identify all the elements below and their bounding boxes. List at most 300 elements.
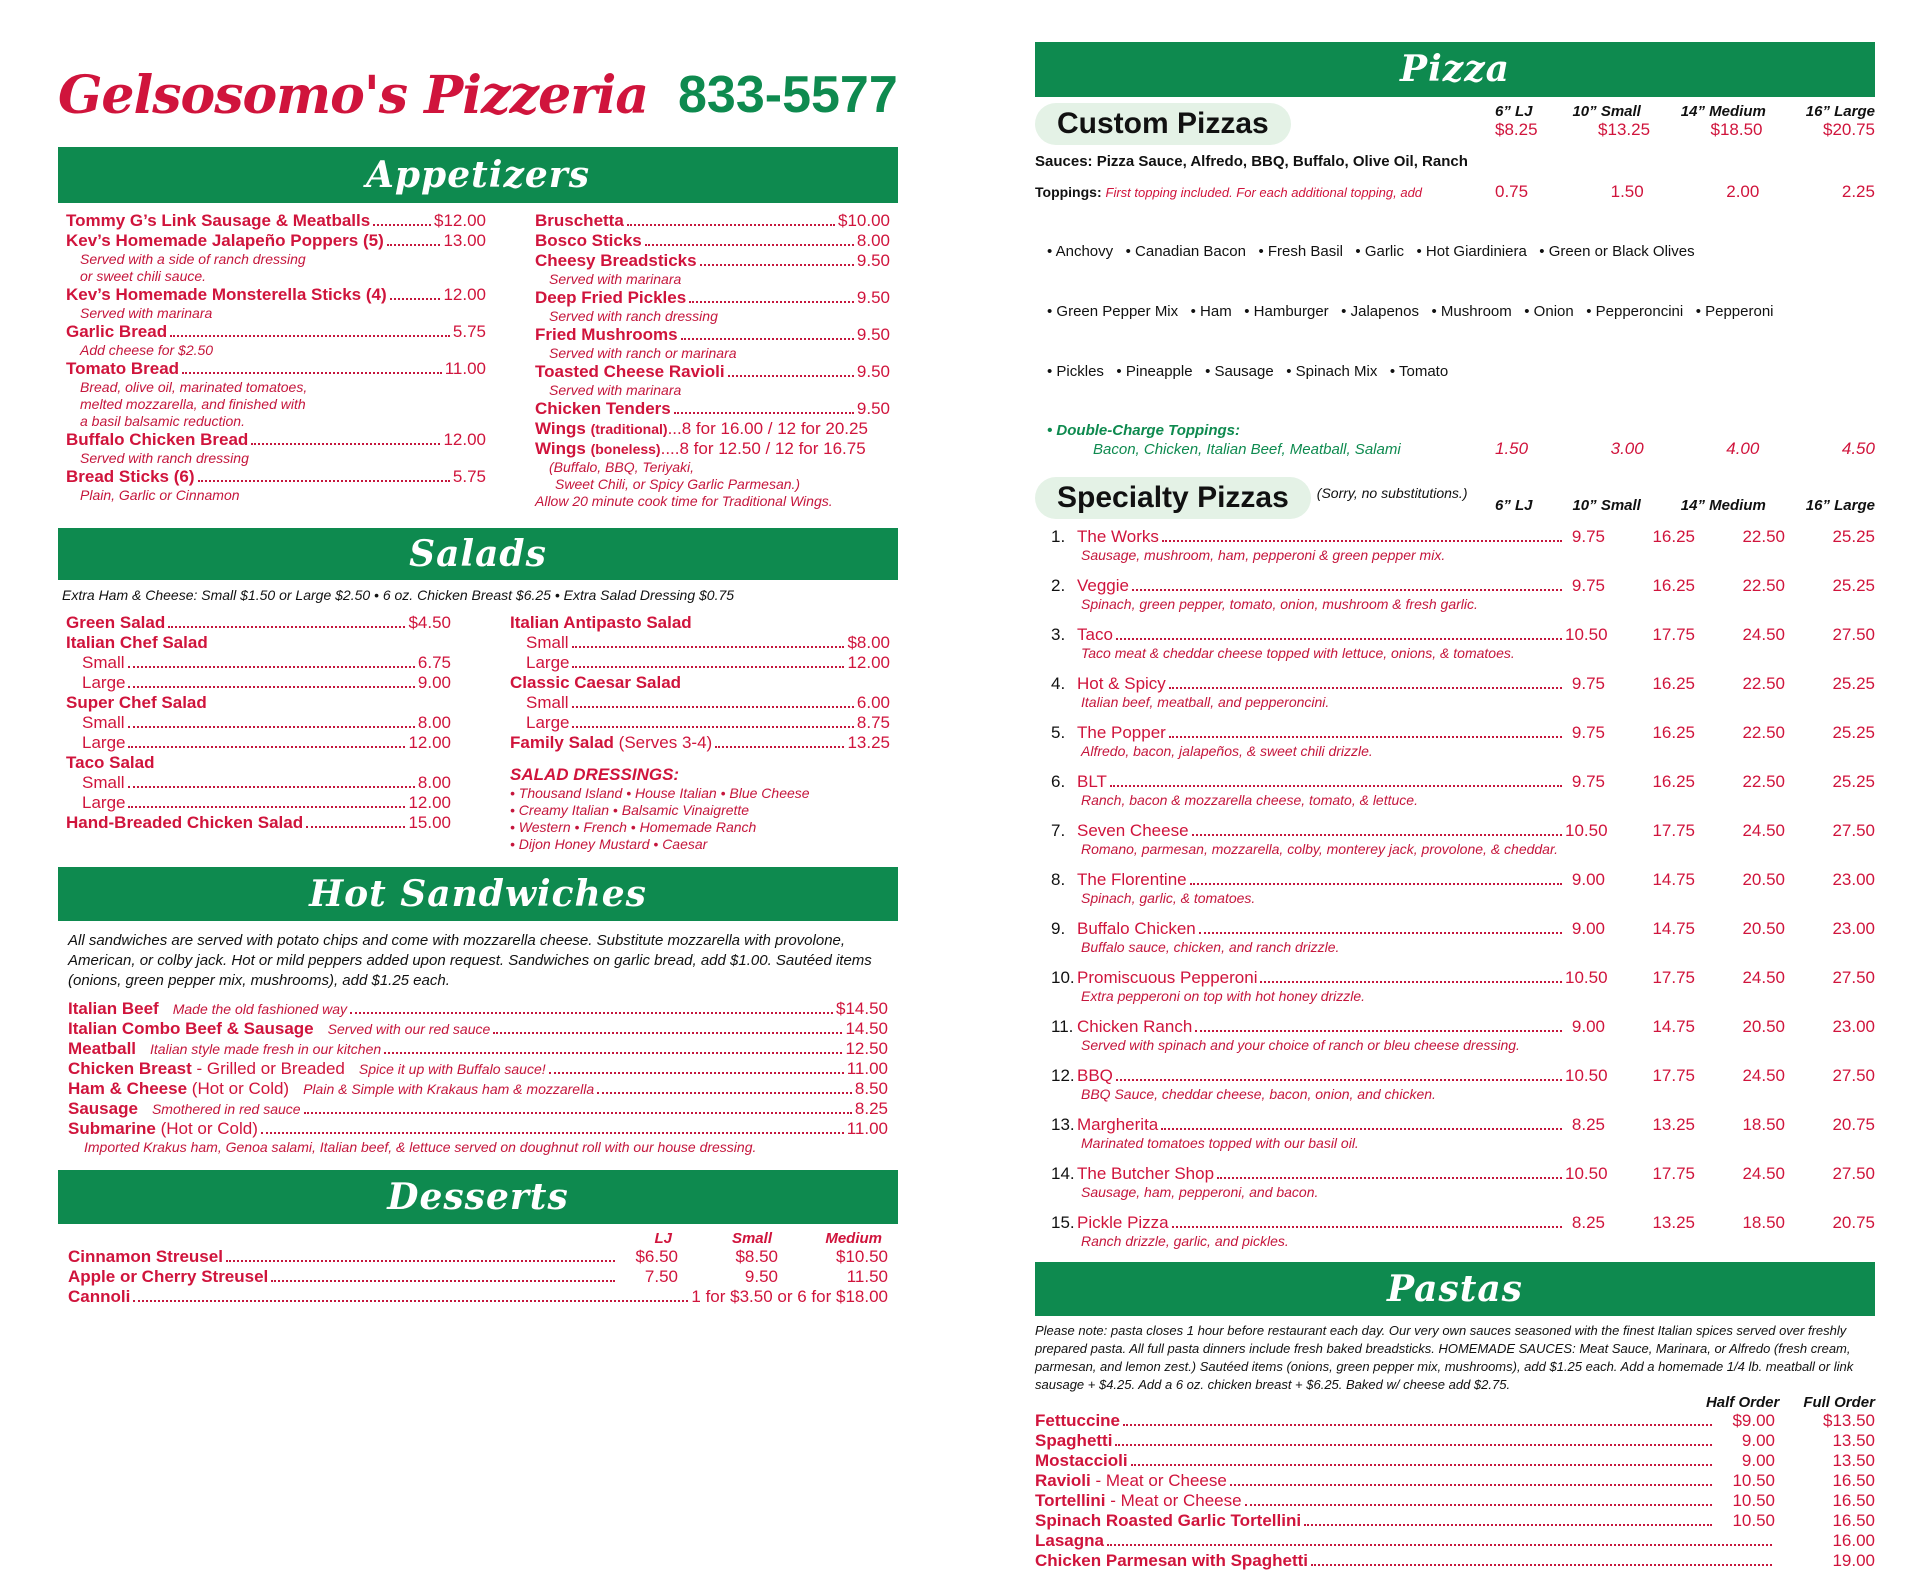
taco-large (66, 793, 451, 813)
pizza-price: 24.50 (1742, 821, 1785, 840)
pizza-price: 27.50 (1832, 1164, 1875, 1183)
item-price: 8.50 (854, 1079, 888, 1098)
specialty-pizza (1051, 821, 1875, 841)
pizza-number: 12. (1051, 1066, 1075, 1085)
item-price: 11.00 (846, 1119, 888, 1138)
pizza-price: 13.25 (1652, 1115, 1695, 1134)
antipasto-large (510, 653, 890, 673)
specialty-pizza (1051, 772, 1875, 792)
pizza-desc: BBQ Sauce, cheddar cheese, bacon, onion, and chicken. (1081, 1086, 1436, 1102)
pasta-note: Please note: pasta closes 1 hour before restaurant each day. Our very own sauces seasoned with the finest Italian spices served over freshly prepared pasta. All full pasta dinners include fresh baked breadsticks. HOMEMADE SAUCES: Meat Sauce, Marinara, or Alfredo (fresh cream, parmesan, and lemon zest.) Sautéed items (onions, green pepper mix, mushrooms), add $1.25 each. Add a homemade 1/4 lb. meatball or link sausage + $4.25. Add a 6 oz. chicken breast + $6.25. Baked w/ cheese add $2.75. (1035, 1323, 1854, 1392)
price-full: 16.50 (1832, 1471, 1875, 1490)
pizza-desc: Spinach, green pepper, tomato, onion, mushroom & fresh garlic. (1081, 596, 1478, 612)
pasta-item (1035, 1531, 1875, 1551)
price-small: 9.50 (744, 1267, 778, 1286)
pizza-price: 24.50 (1742, 968, 1785, 987)
item-price: 14.50 (845, 1019, 888, 1038)
double-charge-label: • Double-Charge Toppings: (1047, 422, 1241, 439)
price-half: 9.00 (1741, 1431, 1775, 1450)
pizza-desc: Ranch, bacon & mozzarella cheese, tomato, & lettuce. (1081, 792, 1418, 808)
pizza-header: Pizza (1035, 42, 1875, 97)
price-full: 16.50 (1832, 1491, 1875, 1510)
super-chef-salad (66, 693, 451, 713)
leader-dots (1116, 1079, 1562, 1081)
full-order-header: Full Order (1803, 1394, 1875, 1411)
specialty-note: (Sorry, no substitutions.) (1316, 485, 1468, 501)
appetizer-item (535, 211, 890, 231)
leader-dots (271, 1280, 615, 1282)
pizza-price: 18.50 (1742, 1115, 1785, 1134)
item-desc: Spice it up with Buffalo sauce! (358, 1061, 546, 1077)
sandwich-item (68, 1019, 888, 1039)
item-desc: Served with ranch or marinara (549, 345, 737, 361)
item-desc: Bread, olive oil, marinated tomatoes, (80, 379, 308, 395)
item-desc: Served with ranch dressing (80, 450, 249, 466)
salad-price: 15.00 (408, 813, 451, 832)
custom-price-row (1495, 120, 1875, 140)
leader-dots (1131, 1464, 1712, 1466)
pizza-price: 17.75 (1652, 821, 1695, 840)
phone-number: 833-5577 (678, 66, 898, 124)
pizza-price: 25.25 (1832, 527, 1875, 546)
pizza-desc: Romano, parmesan, mozzarella, colby, monterey jack, provolone, & cheddar. (1081, 841, 1559, 857)
pizza-number: 9. (1051, 919, 1066, 938)
size-header: 14” Medium (1680, 497, 1766, 514)
size-label: Small (526, 633, 569, 652)
leader-dots (198, 480, 450, 482)
pizza-name: Seven Cheese (1077, 821, 1189, 840)
item-price: 9.50 (856, 399, 890, 418)
size-label: Large (82, 733, 126, 752)
specialty-pizza (1051, 968, 1875, 988)
pizza-desc: Alfredo, bacon, jalapeños, & sweet chili drizzle. (1081, 743, 1373, 759)
leader-dots (1230, 1484, 1712, 1486)
pizza-price: 22.50 (1742, 674, 1785, 693)
double-charge-row (1035, 439, 1875, 459)
custom-price: $18.50 (1710, 120, 1763, 139)
specialty-pizza (1051, 870, 1875, 890)
pizza-price: 10.50 (1565, 625, 1608, 644)
pizza-name: BLT (1077, 772, 1107, 791)
price-half: 9.00 (1741, 1451, 1775, 1470)
toppings-note: First topping included. For each additional topping, add (1105, 185, 1423, 200)
leader-dots (1123, 1424, 1712, 1426)
pizza-price: 17.75 (1652, 1164, 1695, 1183)
item-name: Cheesy Breadsticks (535, 251, 697, 270)
pizza-price: 9.75 (1571, 723, 1605, 742)
toppings-list (1035, 202, 1875, 422)
appetizer-item (535, 288, 890, 308)
item-name: Deep Fried Pickles (535, 288, 687, 307)
pizza-price: 20.75 (1832, 1213, 1875, 1232)
toppings-line: • Green Pepper Mix • Ham • Hamburger • Jalapenos • Mushroom • Onion • Pepperoncini • Pepperoni (1047, 303, 1774, 320)
salad-price: 12.00 (408, 793, 451, 812)
pizza-desc: Sausage, ham, pepperoni, and bacon. (1081, 1184, 1319, 1200)
pizza-price: 20.50 (1742, 919, 1785, 938)
pizza-name: Promiscuous Pepperoni (1077, 968, 1258, 987)
dressing-line: • Thousand Island • House Italian • Blue Cheese (510, 785, 810, 801)
pasta-item (1035, 1551, 1875, 1571)
item-name: Tommy G’s Link Sausage & Meatballs (66, 211, 371, 230)
leader-dots (373, 224, 431, 226)
right-column (1035, 42, 1875, 1571)
pizza-name: The Florentine (1077, 870, 1187, 889)
size-header: 6” LJ (1495, 103, 1533, 120)
pizza-price: 23.00 (1832, 870, 1875, 889)
item-name: Italian Combo Beef & Sausage (68, 1019, 314, 1038)
pizza-number: 10. (1051, 968, 1075, 987)
pizza-price: 10.50 (1565, 1164, 1608, 1183)
size-header-medium: Medium (825, 1230, 882, 1247)
toppings-line: • Anchovy • Canadian Bacon • Fresh Basil • Garlic • Hot Giardiniera • Green or Black Olives (1047, 243, 1695, 260)
appetizer-item (535, 251, 890, 271)
leader-dots (350, 1012, 833, 1014)
price-full: 16.50 (1832, 1511, 1875, 1530)
item-desc: Served with marinara (80, 305, 213, 321)
pizza-price: 9.75 (1571, 674, 1605, 693)
dessert-list (58, 1247, 898, 1287)
leader-dots (1311, 1564, 1772, 1566)
leader-dots (681, 338, 854, 340)
italian-chef-small (66, 653, 451, 673)
item-price: $12.00 (434, 211, 486, 230)
salad-price: 12.00 (408, 733, 451, 752)
item-extra: - Grilled or Breaded (191, 1059, 345, 1078)
leader-dots (390, 298, 441, 300)
pizza-price: 22.50 (1742, 527, 1785, 546)
item-name: Italian Beef (68, 999, 159, 1018)
item-name: Toasted Cheese Ravioli (535, 362, 725, 381)
wings-boneless (535, 439, 890, 459)
cannoli (58, 1287, 898, 1307)
logo: Gelsosomo's Pizzeria (58, 64, 649, 126)
item-price: 9.50 (856, 251, 890, 270)
item-price: $10.00 (838, 211, 890, 230)
pizza-price: 27.50 (1832, 1066, 1875, 1085)
pasta-item (1035, 1411, 1875, 1431)
pizza-price: 27.50 (1832, 625, 1875, 644)
specialty-pizza (1051, 576, 1875, 596)
hot-sandwiches-header: Hot Sandwiches (58, 867, 898, 921)
custom-pizzas-title: Custom Pizzas (1035, 103, 1291, 145)
pizza-desc: Sausage, mushroom, ham, pepperoni & green pepper mix. (1081, 547, 1446, 563)
double-charge-items: Bacon, Chicken, Italian Beef, Meatball, Salami (1093, 441, 1401, 458)
salad-price: 6.00 (856, 693, 890, 712)
sauces: Sauces: Pizza Sauce, Alfredo, BBQ, Buffalo, Olive Oil, Ranch (1035, 153, 1468, 170)
pizza-price: 27.50 (1832, 968, 1875, 987)
item-desc: Served with ranch dressing (549, 308, 718, 324)
leader-dots (493, 1032, 842, 1034)
pizza-name: BBQ (1077, 1066, 1113, 1085)
item-name: Bruschetta (535, 211, 624, 230)
hand-breaded-salad (66, 813, 451, 833)
price-half: $9.00 (1732, 1411, 1775, 1430)
pizza-price: 24.50 (1742, 1164, 1785, 1183)
item-name: Submarine (68, 1119, 156, 1138)
sandwich-note: All sandwiches are served with potato chips and come with mozzarella cheese. Substitute mozzarella with provolone, American, or colby jack. Hot or mild peppers added upon request. Sandwiches on garlic bread, add $1.00. Sautéed items (onions, green pepper mix, mushrooms), add $1.25 each. (68, 932, 872, 989)
green-salad (66, 613, 451, 633)
item-price: 11.00 (846, 1059, 888, 1078)
item-name: Spaghetti (1035, 1431, 1113, 1450)
pizza-number: 2. (1051, 576, 1066, 595)
size-header: 16” Large (1805, 497, 1875, 514)
item-name: Kev’s Homemade Jalapeño Poppers (5) (66, 231, 384, 250)
item-price: 9.50 (856, 325, 890, 344)
pizza-name: Margherita (1077, 1115, 1159, 1134)
pizza-price: 20.50 (1742, 870, 1785, 889)
leader-dots (182, 372, 442, 374)
item-name: Buffalo Chicken Bread (66, 430, 249, 449)
item-desc: Italian style made fresh in our kitchen (150, 1041, 382, 1057)
leader-dots (1107, 1544, 1772, 1546)
size-header: 6” LJ (1495, 497, 1533, 514)
item-name: Spinach Roasted Garlic Tortellini (1035, 1511, 1302, 1530)
leader-dots (170, 335, 450, 337)
pizza-price: 17.75 (1652, 968, 1695, 987)
pizza-number: 8. (1051, 870, 1066, 889)
topping-price: 2.25 (1841, 182, 1875, 201)
pizza-price: 14.75 (1652, 1017, 1695, 1036)
item-name: Fettuccine (1035, 1411, 1121, 1430)
toppings-line: • Pickles • Pineapple • Sausage • Spinach Mix • Tomato (1047, 363, 1449, 380)
pizza-price: 27.50 (1832, 821, 1875, 840)
size-header: 10” Small (1572, 103, 1641, 120)
specialty-pizza (1051, 674, 1875, 694)
item-name: Fried Mushrooms (535, 325, 678, 344)
salad-note: (Serves 3-4) (618, 733, 713, 752)
pasta-headers (1035, 1394, 1875, 1411)
leader-dots (1192, 834, 1562, 836)
price-lj: $6.50 (635, 1247, 678, 1266)
leader-dots (1260, 981, 1562, 983)
item-desc: Served with marinara (549, 271, 682, 287)
wings-desc-1: (Buffalo, BBQ, Teriyaki, (549, 459, 694, 475)
specialty-pizza (1051, 723, 1875, 743)
item-price: $14.50 (836, 999, 888, 1018)
item-name: Chicken Tenders (535, 399, 671, 418)
specialty-pizza (1051, 625, 1875, 645)
dressing-line: • Creamy Italian • Balsamic Vinaigrette (510, 802, 750, 818)
pizza-desc: Buffalo sauce, chicken, and ranch drizzle. (1081, 939, 1340, 955)
salad-extras: Extra Ham & Cheese: Small $1.50 or Large $2.50 • 6 oz. Chicken Breast $6.25 • Extra Salad Dressing $0.75 (62, 587, 735, 603)
item-extra: - Meat or Cheese (1105, 1491, 1242, 1510)
item-price: 12.00 (443, 430, 486, 449)
appetizer-item (66, 430, 486, 450)
leader-dots (1169, 736, 1562, 738)
item-price: 12.00 (443, 285, 486, 304)
size-label: Small (526, 693, 569, 712)
wings-type: (traditional) (590, 421, 668, 437)
price-full: $13.50 (1823, 1411, 1875, 1430)
leader-dots (645, 244, 854, 246)
leader-dots (387, 244, 441, 246)
pizza-number: 15. (1051, 1213, 1075, 1232)
appetizer-item (66, 285, 486, 305)
size-label: Large (82, 673, 126, 692)
custom-price: $13.25 (1598, 120, 1651, 139)
item-price: 5.75 (452, 322, 486, 341)
salad-price: 9.00 (417, 673, 451, 692)
pizza-price: 17.75 (1652, 625, 1695, 644)
appetizer-item (66, 322, 486, 342)
half-order-header: Half Order (1705, 1394, 1780, 1411)
dressing-line: • Western • French • Homemade Ranch (510, 819, 757, 835)
pasta-item (1035, 1431, 1875, 1451)
leader-dots (1304, 1524, 1712, 1526)
pizza-price: 18.50 (1742, 1213, 1785, 1232)
leader-dots (261, 1132, 844, 1134)
pizza-name: The Works (1077, 527, 1159, 546)
item-desc: Served with our red sauce (327, 1021, 491, 1037)
specialty-pizza (1051, 1164, 1875, 1184)
pizza-number: 6. (1051, 772, 1066, 791)
leader-dots (1245, 1504, 1712, 1506)
pizza-desc: Served with spinach and your choice of ranch or bleu cheese dressing. (1081, 1037, 1520, 1053)
size-label: Large (526, 713, 570, 732)
antipasto-salad (510, 613, 890, 633)
size-label: Small (82, 773, 125, 792)
wings-name: Wings (535, 439, 586, 458)
double-prices (1495, 439, 1875, 459)
item-name: Tomato Bread (66, 359, 180, 378)
pizza-price: 10.50 (1565, 968, 1608, 987)
price-half: 10.50 (1732, 1511, 1775, 1530)
leader-dots (251, 443, 440, 445)
salad-price: $8.00 (847, 633, 890, 652)
specialty-pizzas-title: Specialty Pizzas (1035, 477, 1311, 519)
caesar-salad (510, 673, 890, 693)
pizza-number: 13. (1051, 1115, 1075, 1134)
item-name: Meatball (68, 1039, 137, 1058)
pizza-price: 9.00 (1571, 1017, 1605, 1036)
wings-traditional (535, 419, 890, 439)
item-price: 8.25 (854, 1099, 888, 1118)
salad-name: Super Chef Salad (66, 693, 207, 712)
specialty-size-headers (1495, 497, 1875, 514)
leader-dots (689, 301, 854, 303)
pizza-price: 9.00 (1571, 919, 1605, 938)
taco-salad (66, 753, 451, 773)
pizza-name: Veggie (1077, 576, 1129, 595)
price-full: 16.00 (1832, 1531, 1875, 1550)
pizza-number: 1. (1051, 527, 1066, 546)
specialty-list (1035, 527, 1875, 1250)
pizza-price: 25.25 (1832, 723, 1875, 742)
item-price: 9.50 (856, 362, 890, 381)
size-header-lj: LJ (654, 1230, 672, 1247)
salad-name: Italian Antipasto Salad (510, 613, 692, 632)
appetizers-left (66, 211, 486, 510)
pasta-item (1035, 1491, 1875, 1511)
leader-dots (597, 1092, 852, 1094)
pizza-price: 8.25 (1571, 1115, 1605, 1134)
appetizer-item (66, 467, 486, 487)
pizza-price: 20.75 (1832, 1115, 1875, 1134)
leader-dots (1217, 1177, 1562, 1179)
size-headers (1495, 103, 1875, 120)
sandwich-item (68, 1039, 888, 1059)
specialty-pizza (1051, 1017, 1875, 1037)
leader-dots (1190, 883, 1562, 885)
size-header: 16” Large (1805, 103, 1875, 120)
pizza-price: 25.25 (1832, 576, 1875, 595)
pizza-name: Buffalo Chicken (1077, 919, 1196, 938)
pizza-number: 4. (1051, 674, 1066, 693)
salad-price: 8.75 (856, 713, 890, 732)
item-name: Bread Sticks (6) (66, 467, 195, 486)
pizza-number: 3. (1051, 625, 1066, 644)
appetizer-item (535, 362, 890, 382)
family-salad (510, 733, 890, 753)
dessert-item (68, 1247, 888, 1267)
leader-dots (627, 224, 835, 226)
pizza-number: 5. (1051, 723, 1066, 742)
sandwich-item (68, 1079, 888, 1099)
super-chef-small (66, 713, 451, 733)
item-desc: a basil balsamic reduction. (80, 413, 245, 429)
pizza-desc: Spinach, garlic, & tomatoes. (1081, 890, 1256, 906)
specialty-pizza (1051, 919, 1875, 939)
wings-type: (boneless) (590, 441, 661, 457)
leader-dots (1162, 540, 1562, 542)
sandwich-item (68, 999, 888, 1019)
salad-name: Taco Salad (66, 753, 155, 772)
italian-chef-large (66, 673, 451, 693)
desserts-header: Desserts (58, 1170, 898, 1224)
specialty-pizza (1051, 1213, 1875, 1233)
pizza-price: 22.50 (1742, 723, 1785, 742)
custom-prices (1495, 103, 1875, 140)
pizza-price: 9.75 (1571, 576, 1605, 595)
leader-dots (384, 1052, 842, 1054)
pizza-price: 24.50 (1742, 1066, 1785, 1085)
custom-pizzas-row (1035, 103, 1875, 145)
leader-dots (700, 264, 854, 266)
item-name: Apple or Cherry Streusel (68, 1267, 269, 1286)
item-name: Chicken Breast (68, 1059, 192, 1078)
double-price: 3.00 (1610, 439, 1644, 458)
item-name: Mostaccioli (1035, 1451, 1128, 1470)
item-extra: (Hot or Cold) (187, 1079, 290, 1098)
topping-prices (1495, 182, 1875, 202)
size-label: Large (526, 653, 570, 672)
leader-dots (1169, 687, 1562, 689)
taco-small (66, 773, 451, 793)
pasta-list (1035, 1411, 1875, 1571)
price-lj: 7.50 (644, 1267, 678, 1286)
appetizer-item (535, 325, 890, 345)
double-price: 4.50 (1841, 439, 1875, 458)
dessert-name: Cannoli (68, 1287, 131, 1306)
item-price: 13.00 (443, 231, 486, 250)
custom-price: $20.75 (1823, 120, 1875, 139)
leader-dots (1116, 638, 1562, 640)
item-price: 9.50 (856, 288, 890, 307)
appetizers-section (58, 211, 898, 510)
price-full: 13.50 (1832, 1451, 1875, 1470)
super-chef-large (66, 733, 451, 753)
pizza-name: The Butcher Shop (1077, 1164, 1215, 1183)
salad-name: Family Salad (510, 733, 614, 752)
salads-right (510, 613, 890, 853)
toppings-row (1035, 182, 1875, 202)
item-desc: Smothered in red sauce (151, 1101, 301, 1117)
wings-price: ...8 for 16.00 / 12 for 20.25 (667, 419, 868, 438)
topping-price: 2.00 (1726, 182, 1760, 201)
salad-price: 6.75 (417, 653, 451, 672)
pizza-price: 20.50 (1742, 1017, 1785, 1036)
price-medium: 11.50 (846, 1267, 888, 1286)
